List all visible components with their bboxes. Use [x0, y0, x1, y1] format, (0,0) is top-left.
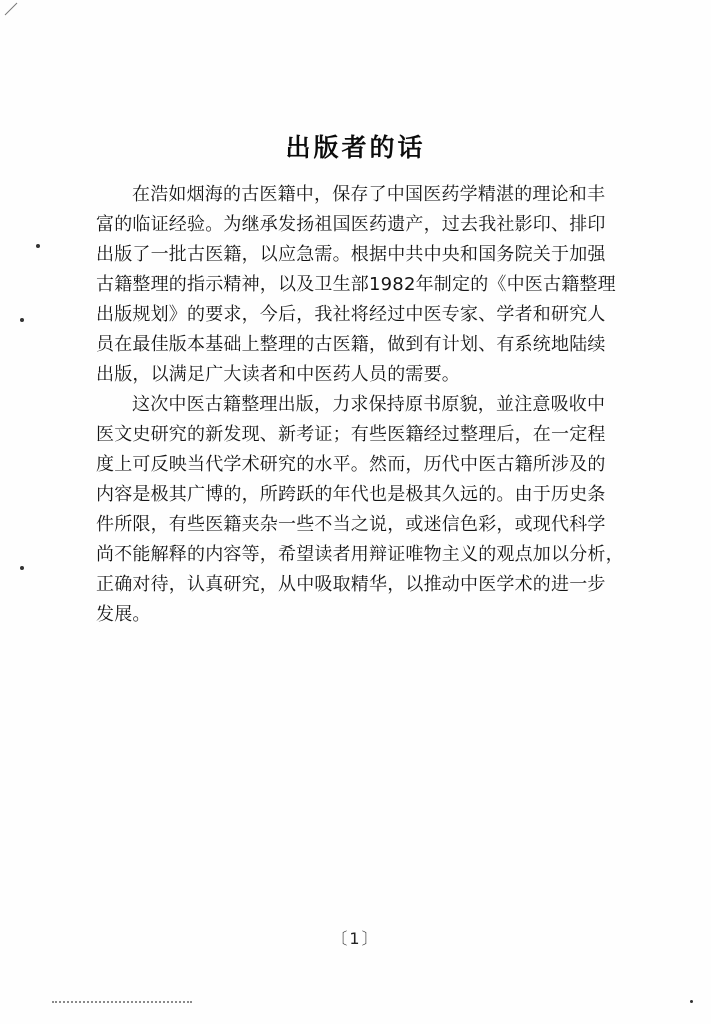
- text-line: 尚不能解释的内容等，希望读者用辩证唯物主义的观点加以分析，: [96, 544, 624, 565]
- text-line: 这次中医古籍整理出版，力求保持原书原貌，並注意吸收中: [132, 394, 606, 415]
- text-line: 出版，以满足广大读者和中医药人员的需要。: [96, 364, 460, 385]
- scan-edge-noise: [52, 1001, 192, 1005]
- text-line: 富的临证经验。为继承发扬祖国医药遗产，过去我社影印、排印: [96, 214, 606, 235]
- page-title: 出版者的话: [285, 133, 426, 162]
- text-line: 员在最佳版本基础上整理的古医籍，做到有计划、有系统地陆续: [96, 334, 606, 355]
- scan-speck: [690, 1000, 693, 1003]
- paragraph-1: [96, 180, 636, 390]
- text-line: 出版了一批古医籍，以应急需。根据中共中央和国务院关于加强: [96, 244, 606, 265]
- text-line: 发展。: [96, 604, 151, 625]
- scan-speck: [20, 566, 24, 570]
- paragraph-2: [96, 390, 636, 630]
- page-number: 〔1〕: [331, 929, 380, 948]
- text-line: 在浩如烟海的古医籍中，保存了中国医药学精湛的理论和丰: [132, 184, 606, 205]
- text-line: 内容是极其广博的，所跨跃的年代也是极其久远的。由于历史条: [96, 484, 606, 505]
- scan-speck: [36, 244, 40, 248]
- scan-speck: [20, 318, 24, 322]
- text-line: 件所限，有些医籍夹杂一些不当之说，或迷信色彩，或现代科学: [96, 514, 606, 535]
- text-line: 正确对待，认真研究，从中吸取精华，以推动中医学术的进一步: [96, 574, 606, 595]
- text-line: 度上可反映当代学术研究的水平。然而，历代中医古籍所涉及的: [96, 454, 606, 475]
- corner-scratch-mark: [4, 2, 18, 16]
- text-line: 出版规划》的要求，今后，我社将经过中医专家、学者和研究人: [96, 304, 606, 325]
- text-line: 医文史研究的新发现、新考证；有些医籍经过整理后，在一定程: [96, 424, 606, 445]
- body-text: [96, 180, 636, 630]
- text-line: 古籍整理的指示精神，以及卫生部1982年制定的《中医古籍整理: [96, 274, 616, 295]
